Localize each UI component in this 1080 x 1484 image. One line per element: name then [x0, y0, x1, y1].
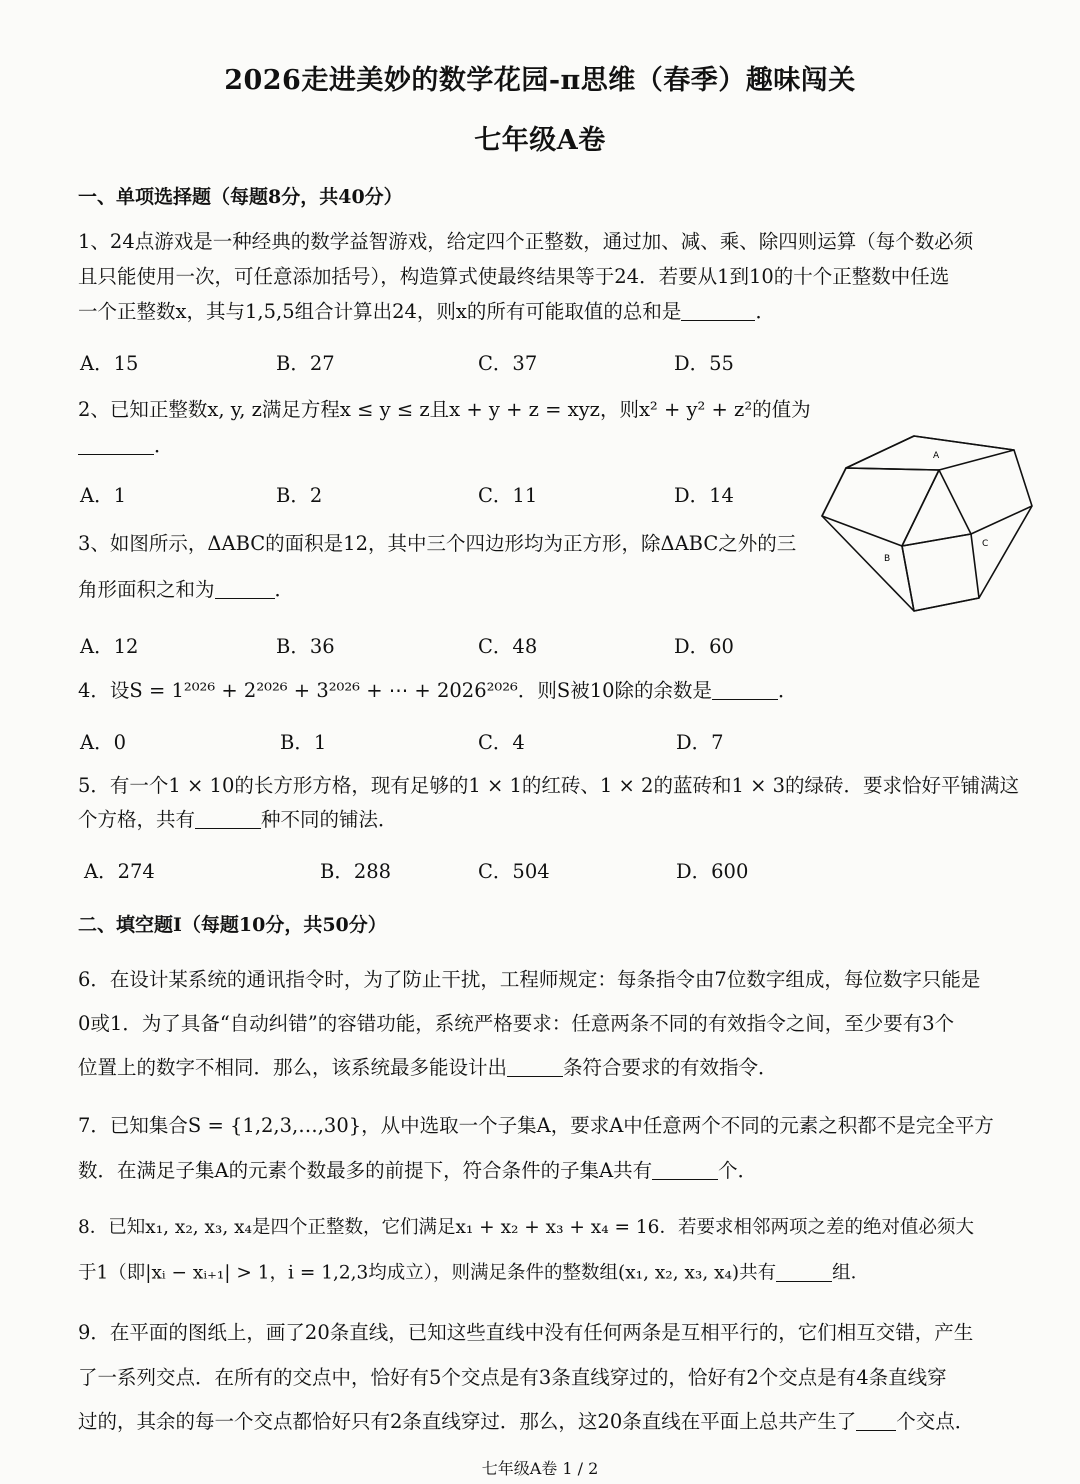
q8-line-2b: 组． [832, 1262, 870, 1284]
q7-line-1: 7．已知集合S = {1,2,3,…,30}，从中选取一个子集A，要求A中任意两个不同的元素之积都不是完全平方 [78, 1114, 994, 1137]
q8-line-2a: 于1（即|xᵢ − xᵢ₊₁| > 1，i = 1,2,3均成立），则满足条件的整数组(x₁, x₂, x₃, x₄)共有 [78, 1262, 777, 1284]
q6-answer-blank[interactable] [507, 1057, 563, 1078]
q2-end: ． [154, 434, 174, 457]
q2-option-c[interactable]: C．11 [478, 484, 538, 507]
q1-line-3-text: 一个正整数x，其与1,5,5组合计算出24，则x的所有可能取值的总和是 [78, 300, 682, 323]
q9-line-3a: 过的，其余的每一个交点都恰好只有2条直线穿过．那么，这20条直线在平面上总共产生了 [78, 1410, 857, 1433]
triangle-abc [902, 470, 971, 546]
q4-option-a[interactable]: A．0 [80, 731, 126, 754]
q5-line-2a: 个方格，共有 [78, 808, 196, 831]
figure-label-c: C [982, 539, 989, 549]
figure-label-a: A [933, 451, 940, 461]
q5-line-2 [78, 808, 998, 831]
q3-option-d[interactable]: D．60 [674, 635, 734, 658]
q1-option-b[interactable]: B．27 [276, 352, 335, 375]
q9-line-1: 9．在平面的图纸上，画了20条直线，已知这些直线中没有任何两条是互相平行的，它们相互交错，产生 [78, 1321, 974, 1344]
q3-answer-blank[interactable] [215, 579, 275, 600]
q5-option-d[interactable]: D．600 [676, 860, 749, 883]
q1-option-a[interactable]: A．15 [80, 352, 139, 375]
q1-line-3 [78, 300, 998, 323]
q5-option-a[interactable]: A．274 [84, 860, 155, 883]
q1-option-d[interactable]: D．55 [674, 352, 734, 375]
q4-option-d[interactable]: D．7 [676, 731, 724, 754]
q3-geometry-figure [816, 428, 1040, 628]
figure-label-b: B [884, 554, 891, 564]
q4-answer-blank[interactable] [712, 680, 778, 701]
q2-line-1: 2、已知正整数x, y, z满足方程x ≤ y ≤ z且x + y + z = xyz，则x² + y² + z²的值为 [78, 398, 811, 421]
q8-answer-blank[interactable] [776, 1262, 832, 1282]
q9-line-3 [78, 1410, 998, 1433]
q3-end: ． [274, 578, 295, 601]
q5-option-b[interactable]: B．288 [320, 860, 392, 883]
q6-line-3b: 条符合要求的有效指令． [563, 1056, 778, 1079]
q3-option-b[interactable]: B．36 [276, 635, 335, 658]
square-c [902, 534, 979, 611]
q8-line-1: 8．已知x₁, x₂, x₃, x₄是四个正整数，它们满足x₁ + x₂ + x₃ + x₄ = 16．若要求相邻两项之差的绝对值必须大 [78, 1217, 974, 1238]
q4-end: ． [778, 679, 798, 702]
q4-line-1-text: 4．设S = 1²⁰²⁶ + 2²⁰²⁶ + 3²⁰²⁶ + ⋯ + 2026²⁰²⁶．则S被10除的余数是 [78, 679, 713, 702]
q1-answer-blank[interactable] [681, 301, 755, 322]
q3-option-c[interactable]: C．48 [478, 635, 538, 658]
q8-line-2 [78, 1262, 998, 1285]
q6-line-3 [78, 1056, 998, 1079]
page-footer: 七年级A卷 1 / 2 [481, 1459, 599, 1478]
q2-option-a[interactable]: A．1 [80, 484, 126, 507]
q7-line-2 [78, 1159, 998, 1182]
q3-option-a[interactable]: A．12 [80, 635, 139, 658]
square-c-side [971, 506, 1032, 534]
q9-line-2: 了一系列交点．在所有的交点中，恰好有5个交点是有3条直线穿过的，恰好有2个交点是有4条直线穿 [78, 1366, 947, 1389]
q4-line-1 [78, 679, 998, 702]
q2-answer-blank[interactable] [78, 435, 154, 456]
q1-line-1: 1、24点游戏是一种经典的数学益智游戏，给定四个正整数，通过加、减、乘、除四则运算（每个数必须 [78, 230, 974, 253]
q2-option-d[interactable]: D．14 [674, 484, 734, 507]
exam-title: 2026走进美妙的数学花园-π思维（春季）趣味闯关 [224, 65, 856, 96]
q5-answer-blank[interactable] [195, 809, 261, 830]
q6-line-1: 6．在设计某系统的通讯指令时，为了防止干扰，工程师规定：每条指令由7位数字组成，每位数字只能是 [78, 968, 981, 991]
section-2-heading: 二、填空题Ⅰ（每题10分，共50分） [78, 914, 387, 936]
q2-option-b[interactable]: B．2 [276, 484, 323, 507]
q3-line-1: 3、如图所示，ΔABC的面积是12，其中三个四边形均为正方形，除ΔABC之外的三 [78, 532, 797, 555]
q7-answer-blank[interactable] [652, 1160, 718, 1181]
q6-line-2: 0或1．为了具备“自动纠错”的容错功能，系统严格要求：任意两条不同的有效指令之间，至少要有3个 [78, 1012, 955, 1035]
section-1-heading: 一、单项选择题（每题8分，共40分） [78, 186, 403, 208]
q5-line-2b: 种不同的铺法． [261, 808, 398, 831]
q7-line-2a: 数．在满足子集A的元素个数最多的前提下，符合条件的子集A共有 [78, 1159, 653, 1182]
q9-answer-blank[interactable] [856, 1411, 896, 1432]
q1-end: ． [755, 300, 775, 323]
q5-option-c[interactable]: C．504 [478, 860, 550, 883]
q9-line-3b: 个交点． [896, 1410, 975, 1433]
q5-line-1: 5．有一个1 × 10的长方形方格，现有足够的1 × 1的红砖、1 × 2的蓝砖和1 × 3的绿砖．要求恰好平铺满这 [78, 774, 1020, 797]
q4-option-c[interactable]: C．4 [478, 731, 525, 754]
square-a [846, 436, 1014, 470]
q3-line-2-text: 角形面积之和为 [78, 578, 215, 601]
figure-outer-outline [822, 436, 1032, 611]
q1-line-2: 且只能使用一次，可任意添加括号），构造算式使最终结果等于24．若要从1到10的十个正整数中任选 [78, 265, 950, 288]
q7-line-2b: 个． [718, 1159, 758, 1182]
q4-option-b[interactable]: B．1 [280, 731, 327, 754]
q6-line-3a: 位置上的数字不相同．那么，该系统最多能设计出 [78, 1056, 508, 1079]
exam-subtitle: 七年级A卷 [474, 125, 606, 156]
q1-option-c[interactable]: C．37 [478, 352, 538, 375]
